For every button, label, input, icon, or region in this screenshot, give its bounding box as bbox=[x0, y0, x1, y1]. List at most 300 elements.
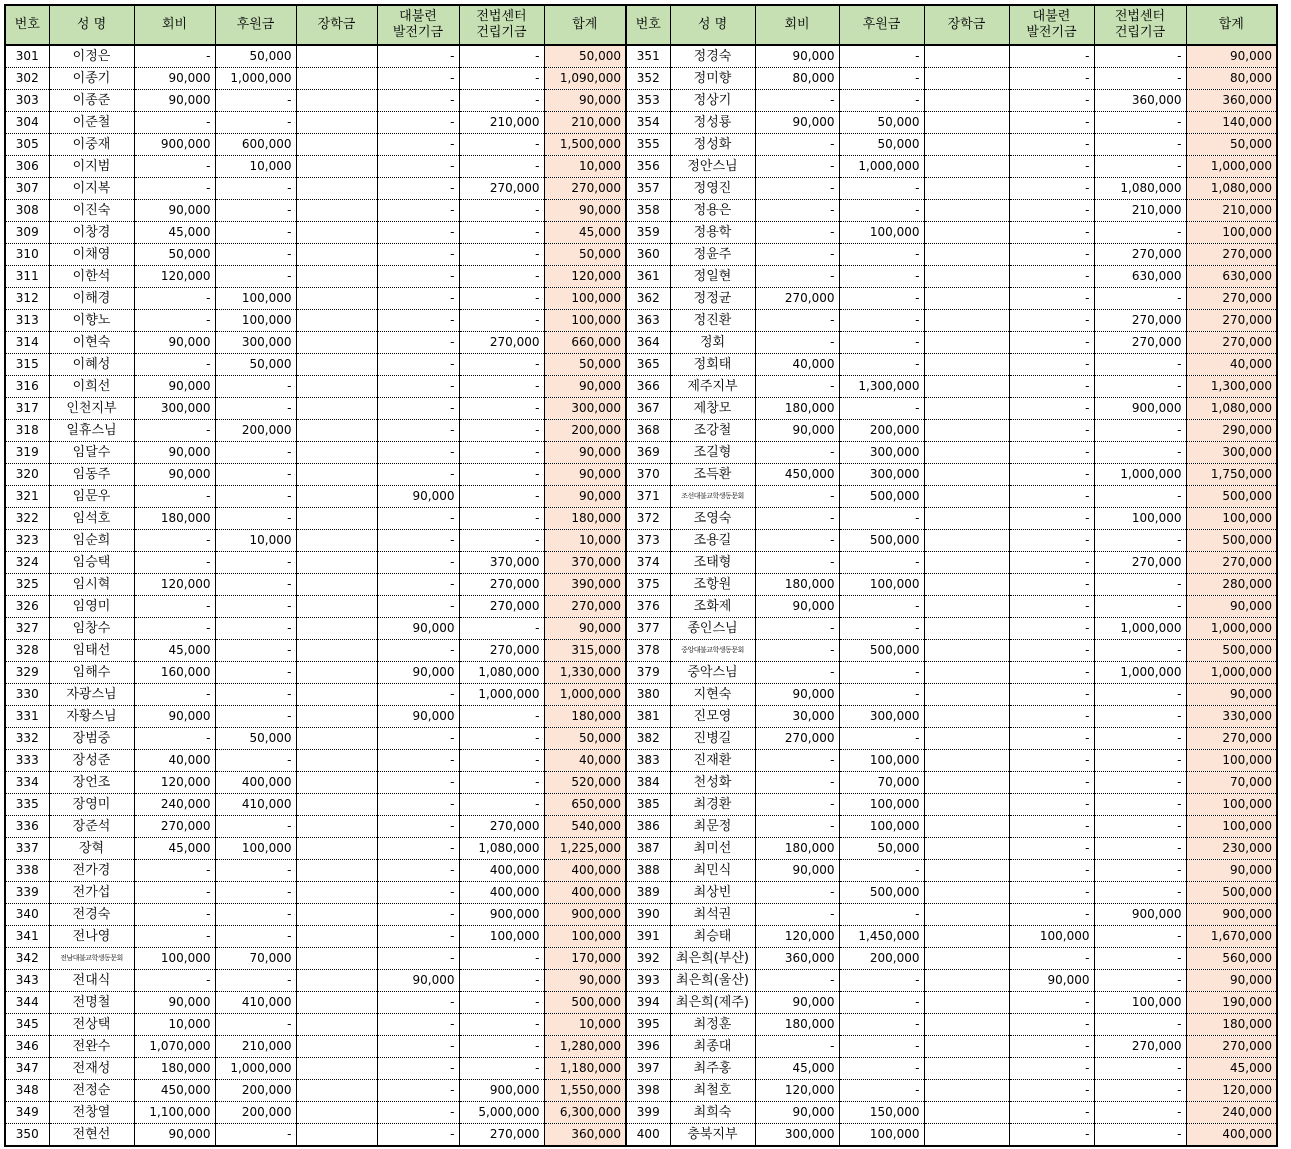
cell-development-fund-right[interactable]: - bbox=[1009, 486, 1094, 508]
cell-center-fund[interactable]: - bbox=[459, 376, 544, 398]
cell-development-fund[interactable]: - bbox=[377, 45, 459, 68]
cell-dues[interactable]: 300,000 bbox=[134, 398, 215, 420]
cell-scholarship-right[interactable] bbox=[924, 156, 1009, 178]
cell-name-right[interactable]: 정경숙 bbox=[670, 45, 755, 68]
cell-no-right[interactable]: 360 bbox=[626, 244, 670, 266]
cell-total[interactable]: 270,000 bbox=[544, 596, 626, 618]
cell-dues-right[interactable]: - bbox=[755, 618, 839, 640]
cell-center-fund-right[interactable]: - bbox=[1094, 640, 1186, 662]
cell-no-right[interactable]: 377 bbox=[626, 618, 670, 640]
cell-development-fund[interactable]: - bbox=[377, 90, 459, 112]
cell-sponsorship[interactable]: 50,000 bbox=[215, 728, 296, 750]
cell-name[interactable]: 임석호 bbox=[49, 508, 134, 530]
header-center-fund-right[interactable] bbox=[1094, 5, 1186, 45]
cell-total[interactable]: 1,090,000 bbox=[544, 68, 626, 90]
cell-name-right[interactable]: 조용길 bbox=[670, 530, 755, 552]
cell-scholarship-right[interactable] bbox=[924, 112, 1009, 134]
cell-development-fund-right[interactable]: - bbox=[1009, 1102, 1094, 1124]
cell-dues[interactable]: - bbox=[134, 354, 215, 376]
cell-name-right[interactable]: 조영숙 bbox=[670, 508, 755, 530]
cell-sponsorship[interactable]: - bbox=[215, 574, 296, 596]
cell-dues-right[interactable]: 40,000 bbox=[755, 354, 839, 376]
cell-sponsorship[interactable]: - bbox=[215, 750, 296, 772]
cell-total-right[interactable]: 270,000 bbox=[1186, 310, 1277, 332]
cell-dues[interactable]: 90,000 bbox=[134, 200, 215, 222]
cell-development-fund[interactable]: - bbox=[377, 750, 459, 772]
cell-development-fund[interactable]: - bbox=[377, 596, 459, 618]
cell-no[interactable]: 302 bbox=[5, 68, 49, 90]
cell-center-fund-right[interactable]: - bbox=[1094, 838, 1186, 860]
cell-no-right[interactable]: 367 bbox=[626, 398, 670, 420]
cell-development-fund[interactable]: - bbox=[377, 816, 459, 838]
cell-center-fund-right[interactable]: - bbox=[1094, 376, 1186, 398]
cell-scholarship-right[interactable] bbox=[924, 530, 1009, 552]
cell-no-right[interactable]: 385 bbox=[626, 794, 670, 816]
cell-total-right[interactable]: 140,000 bbox=[1186, 112, 1277, 134]
cell-no-right[interactable]: 375 bbox=[626, 574, 670, 596]
cell-development-fund[interactable]: - bbox=[377, 926, 459, 948]
cell-no-right[interactable]: 392 bbox=[626, 948, 670, 970]
cell-center-fund[interactable]: - bbox=[459, 530, 544, 552]
cell-sponsorship[interactable]: 100,000 bbox=[215, 310, 296, 332]
cell-dues[interactable]: - bbox=[134, 728, 215, 750]
cell-sponsorship[interactable]: 100,000 bbox=[215, 838, 296, 860]
cell-no-right[interactable]: 384 bbox=[626, 772, 670, 794]
cell-total[interactable]: 90,000 bbox=[544, 486, 626, 508]
cell-dues[interactable]: - bbox=[134, 112, 215, 134]
cell-dues-right[interactable]: - bbox=[755, 772, 839, 794]
cell-total-right[interactable]: 270,000 bbox=[1186, 332, 1277, 354]
cell-sponsorship[interactable]: 400,000 bbox=[215, 772, 296, 794]
cell-no[interactable]: 323 bbox=[5, 530, 49, 552]
cell-center-fund-right[interactable]: 1,000,000 bbox=[1094, 464, 1186, 486]
cell-name[interactable]: 임시혁 bbox=[49, 574, 134, 596]
cell-development-fund[interactable]: - bbox=[377, 530, 459, 552]
cell-sponsorship-right[interactable]: - bbox=[839, 354, 924, 376]
cell-no-right[interactable]: 368 bbox=[626, 420, 670, 442]
cell-scholarship[interactable] bbox=[296, 596, 377, 618]
cell-name[interactable]: 전창열 bbox=[49, 1102, 134, 1124]
cell-total-right[interactable]: 500,000 bbox=[1186, 530, 1277, 552]
cell-scholarship-right[interactable] bbox=[924, 486, 1009, 508]
cell-dues[interactable]: 240,000 bbox=[134, 794, 215, 816]
cell-scholarship[interactable] bbox=[296, 420, 377, 442]
cell-no[interactable]: 311 bbox=[5, 266, 49, 288]
cell-sponsorship[interactable]: - bbox=[215, 112, 296, 134]
cell-name[interactable]: 장혁 bbox=[49, 838, 134, 860]
cell-name[interactable]: 임영미 bbox=[49, 596, 134, 618]
cell-name[interactable]: 전남대불교학생동문회 bbox=[49, 948, 134, 970]
cell-total-right[interactable]: 230,000 bbox=[1186, 838, 1277, 860]
cell-scholarship-right[interactable] bbox=[924, 266, 1009, 288]
cell-total[interactable]: 210,000 bbox=[544, 112, 626, 134]
cell-dues-right[interactable]: 45,000 bbox=[755, 1058, 839, 1080]
cell-name-right[interactable]: 최석권 bbox=[670, 904, 755, 926]
cell-name-right[interactable]: 최주홍 bbox=[670, 1058, 755, 1080]
cell-total-right[interactable]: 45,000 bbox=[1186, 1058, 1277, 1080]
cell-total[interactable]: 120,000 bbox=[544, 266, 626, 288]
cell-name-right[interactable]: 충북지부 bbox=[670, 1124, 755, 1147]
cell-name-right[interactable]: 천성화 bbox=[670, 772, 755, 794]
cell-dues-right[interactable]: 180,000 bbox=[755, 398, 839, 420]
cell-dues[interactable]: 90,000 bbox=[134, 1124, 215, 1147]
cell-dues[interactable]: 90,000 bbox=[134, 464, 215, 486]
cell-no[interactable]: 306 bbox=[5, 156, 49, 178]
cell-sponsorship-right[interactable]: - bbox=[839, 332, 924, 354]
cell-name[interactable]: 이정은 bbox=[49, 45, 134, 68]
cell-dues-right[interactable]: 90,000 bbox=[755, 860, 839, 882]
cell-name[interactable]: 이지범 bbox=[49, 156, 134, 178]
cell-development-fund[interactable]: - bbox=[377, 508, 459, 530]
cell-sponsorship-right[interactable]: - bbox=[839, 992, 924, 1014]
cell-sponsorship-right[interactable]: 1,450,000 bbox=[839, 926, 924, 948]
header-sponsorship-right[interactable]: 후원금 bbox=[839, 5, 924, 45]
cell-scholarship[interactable] bbox=[296, 552, 377, 574]
cell-development-fund[interactable]: - bbox=[377, 332, 459, 354]
cell-center-fund-right[interactable]: - bbox=[1094, 530, 1186, 552]
cell-scholarship[interactable] bbox=[296, 992, 377, 1014]
cell-total[interactable]: 50,000 bbox=[544, 728, 626, 750]
cell-dues[interactable]: - bbox=[134, 486, 215, 508]
cell-total-right[interactable]: 100,000 bbox=[1186, 222, 1277, 244]
cell-total[interactable]: 90,000 bbox=[544, 970, 626, 992]
cell-name-right[interactable]: 진재환 bbox=[670, 750, 755, 772]
cell-sponsorship-right[interactable]: - bbox=[839, 1014, 924, 1036]
cell-name-right[interactable]: 정용은 bbox=[670, 200, 755, 222]
cell-name[interactable]: 이진숙 bbox=[49, 200, 134, 222]
cell-dues[interactable]: - bbox=[134, 420, 215, 442]
cell-name[interactable]: 자황스님 bbox=[49, 706, 134, 728]
cell-scholarship[interactable] bbox=[296, 640, 377, 662]
cell-name[interactable]: 이중재 bbox=[49, 134, 134, 156]
cell-center-fund[interactable]: - bbox=[459, 310, 544, 332]
cell-scholarship-right[interactable] bbox=[924, 134, 1009, 156]
cell-total-right[interactable]: 270,000 bbox=[1186, 1036, 1277, 1058]
cell-center-fund[interactable]: - bbox=[459, 266, 544, 288]
cell-dues[interactable]: 180,000 bbox=[134, 1058, 215, 1080]
cell-total[interactable]: 315,000 bbox=[544, 640, 626, 662]
cell-center-fund[interactable]: - bbox=[459, 728, 544, 750]
cell-no[interactable]: 331 bbox=[5, 706, 49, 728]
cell-sponsorship-right[interactable]: 300,000 bbox=[839, 706, 924, 728]
cell-development-fund[interactable]: - bbox=[377, 310, 459, 332]
cell-sponsorship[interactable]: - bbox=[215, 486, 296, 508]
cell-dues-right[interactable]: - bbox=[755, 442, 839, 464]
cell-development-fund-right[interactable]: - bbox=[1009, 45, 1094, 68]
cell-development-fund[interactable]: - bbox=[377, 904, 459, 926]
cell-development-fund[interactable]: - bbox=[377, 266, 459, 288]
cell-dues-right[interactable]: - bbox=[755, 486, 839, 508]
cell-development-fund[interactable]: - bbox=[377, 794, 459, 816]
cell-sponsorship-right[interactable]: 100,000 bbox=[839, 794, 924, 816]
cell-development-fund[interactable]: - bbox=[377, 1036, 459, 1058]
cell-dues[interactable]: - bbox=[134, 552, 215, 574]
cell-development-fund-right[interactable]: - bbox=[1009, 178, 1094, 200]
cell-development-fund-right[interactable]: - bbox=[1009, 90, 1094, 112]
cell-development-fund[interactable]: - bbox=[377, 1014, 459, 1036]
cell-no[interactable]: 340 bbox=[5, 904, 49, 926]
cell-development-fund-right[interactable]: - bbox=[1009, 464, 1094, 486]
cell-scholarship[interactable] bbox=[296, 68, 377, 90]
cell-scholarship-right[interactable] bbox=[924, 1102, 1009, 1124]
cell-name-right[interactable]: 최민식 bbox=[670, 860, 755, 882]
cell-sponsorship-right[interactable]: 300,000 bbox=[839, 442, 924, 464]
cell-no[interactable]: 307 bbox=[5, 178, 49, 200]
cell-sponsorship[interactable]: - bbox=[215, 662, 296, 684]
cell-no[interactable]: 321 bbox=[5, 486, 49, 508]
cell-center-fund[interactable]: - bbox=[459, 68, 544, 90]
cell-scholarship-right[interactable] bbox=[924, 816, 1009, 838]
cell-development-fund-right[interactable]: - bbox=[1009, 1014, 1094, 1036]
cell-name[interactable]: 장언조 bbox=[49, 772, 134, 794]
cell-name-right[interactable]: 정회태 bbox=[670, 354, 755, 376]
cell-development-fund-right[interactable]: - bbox=[1009, 728, 1094, 750]
cell-dues-right[interactable]: - bbox=[755, 244, 839, 266]
cell-no[interactable]: 308 bbox=[5, 200, 49, 222]
cell-development-fund-right[interactable]: - bbox=[1009, 772, 1094, 794]
cell-name[interactable]: 전경숙 bbox=[49, 904, 134, 926]
cell-no-right[interactable]: 364 bbox=[626, 332, 670, 354]
cell-no-right[interactable]: 383 bbox=[626, 750, 670, 772]
cell-name[interactable]: 자광스님 bbox=[49, 684, 134, 706]
header-total-right[interactable]: 합계 bbox=[1186, 5, 1277, 45]
cell-scholarship[interactable] bbox=[296, 486, 377, 508]
cell-no[interactable]: 309 bbox=[5, 222, 49, 244]
cell-total-right[interactable]: 90,000 bbox=[1186, 45, 1277, 68]
cell-development-fund-right[interactable]: - bbox=[1009, 684, 1094, 706]
cell-sponsorship[interactable]: 50,000 bbox=[215, 354, 296, 376]
cell-no[interactable]: 320 bbox=[5, 464, 49, 486]
cell-development-fund[interactable]: - bbox=[377, 156, 459, 178]
cell-scholarship[interactable] bbox=[296, 618, 377, 640]
cell-sponsorship[interactable]: 50,000 bbox=[215, 45, 296, 68]
cell-sponsorship-right[interactable]: - bbox=[839, 508, 924, 530]
header-scholarship-right[interactable]: 장학금 bbox=[924, 5, 1009, 45]
cell-sponsorship-right[interactable]: 200,000 bbox=[839, 948, 924, 970]
cell-dues-right[interactable]: - bbox=[755, 1036, 839, 1058]
cell-center-fund[interactable]: - bbox=[459, 1058, 544, 1080]
cell-development-fund-right[interactable]: - bbox=[1009, 530, 1094, 552]
cell-total[interactable]: 180,000 bbox=[544, 508, 626, 530]
cell-development-fund[interactable]: 90,000 bbox=[377, 486, 459, 508]
cell-no[interactable]: 303 bbox=[5, 90, 49, 112]
cell-development-fund-right[interactable]: - bbox=[1009, 508, 1094, 530]
cell-sponsorship-right[interactable]: - bbox=[839, 68, 924, 90]
cell-development-fund-right[interactable]: - bbox=[1009, 838, 1094, 860]
cell-no[interactable]: 342 bbox=[5, 948, 49, 970]
cell-center-fund-right[interactable]: - bbox=[1094, 596, 1186, 618]
cell-total-right[interactable]: 500,000 bbox=[1186, 486, 1277, 508]
cell-name[interactable]: 전현선 bbox=[49, 1124, 134, 1147]
cell-sponsorship[interactable]: - bbox=[215, 398, 296, 420]
cell-sponsorship-right[interactable]: 500,000 bbox=[839, 640, 924, 662]
cell-center-fund-right[interactable]: - bbox=[1094, 860, 1186, 882]
cell-development-fund-right[interactable]: - bbox=[1009, 948, 1094, 970]
cell-no[interactable]: 341 bbox=[5, 926, 49, 948]
cell-name-right[interactable]: 정안스님 bbox=[670, 156, 755, 178]
cell-development-fund[interactable]: - bbox=[377, 354, 459, 376]
cell-center-fund-right[interactable]: 900,000 bbox=[1094, 904, 1186, 926]
cell-total-right[interactable]: 630,000 bbox=[1186, 266, 1277, 288]
cell-sponsorship-right[interactable]: 200,000 bbox=[839, 420, 924, 442]
cell-dues-right[interactable]: - bbox=[755, 332, 839, 354]
cell-name[interactable]: 전완수 bbox=[49, 1036, 134, 1058]
cell-scholarship[interactable] bbox=[296, 1080, 377, 1102]
cell-total-right[interactable]: 330,000 bbox=[1186, 706, 1277, 728]
cell-development-fund-right[interactable]: - bbox=[1009, 1124, 1094, 1147]
cell-sponsorship[interactable]: 200,000 bbox=[215, 1080, 296, 1102]
cell-name[interactable]: 이준철 bbox=[49, 112, 134, 134]
cell-development-fund-right[interactable]: - bbox=[1009, 1058, 1094, 1080]
cell-development-fund-right[interactable]: - bbox=[1009, 640, 1094, 662]
cell-dues-right[interactable]: - bbox=[755, 376, 839, 398]
cell-development-fund-right[interactable]: - bbox=[1009, 816, 1094, 838]
cell-dues-right[interactable]: 270,000 bbox=[755, 728, 839, 750]
cell-no[interactable]: 347 bbox=[5, 1058, 49, 1080]
cell-center-fund[interactable]: 370,000 bbox=[459, 552, 544, 574]
cell-dues[interactable]: 1,070,000 bbox=[134, 1036, 215, 1058]
cell-development-fund-right[interactable]: - bbox=[1009, 332, 1094, 354]
cell-development-fund-right[interactable]: - bbox=[1009, 376, 1094, 398]
cell-sponsorship-right[interactable]: - bbox=[839, 1080, 924, 1102]
cell-no[interactable]: 345 bbox=[5, 1014, 49, 1036]
cell-development-fund[interactable]: - bbox=[377, 398, 459, 420]
cell-no-right[interactable]: 371 bbox=[626, 486, 670, 508]
cell-center-fund-right[interactable]: - bbox=[1094, 1102, 1186, 1124]
cell-total[interactable]: 50,000 bbox=[544, 354, 626, 376]
cell-name[interactable]: 장성준 bbox=[49, 750, 134, 772]
cell-name-right[interactable]: 최은희(제주) bbox=[670, 992, 755, 1014]
cell-center-fund-right[interactable]: - bbox=[1094, 354, 1186, 376]
cell-development-fund[interactable]: - bbox=[377, 684, 459, 706]
cell-no[interactable]: 319 bbox=[5, 442, 49, 464]
cell-scholarship-right[interactable] bbox=[924, 750, 1009, 772]
cell-scholarship-right[interactable] bbox=[924, 948, 1009, 970]
cell-total-right[interactable]: 70,000 bbox=[1186, 772, 1277, 794]
cell-no[interactable]: 349 bbox=[5, 1102, 49, 1124]
cell-dues-right[interactable]: - bbox=[755, 310, 839, 332]
cell-name[interactable]: 이혜성 bbox=[49, 354, 134, 376]
cell-total[interactable]: 400,000 bbox=[544, 882, 626, 904]
cell-total-right[interactable]: 1,000,000 bbox=[1186, 662, 1277, 684]
cell-scholarship-right[interactable] bbox=[924, 970, 1009, 992]
cell-no-right[interactable]: 358 bbox=[626, 200, 670, 222]
cell-name-right[interactable]: 중악스님 bbox=[670, 662, 755, 684]
cell-name[interactable]: 이지복 bbox=[49, 178, 134, 200]
cell-scholarship[interactable] bbox=[296, 156, 377, 178]
cell-development-fund-right[interactable]: - bbox=[1009, 398, 1094, 420]
cell-center-fund-right[interactable]: - bbox=[1094, 926, 1186, 948]
cell-center-fund-right[interactable]: - bbox=[1094, 772, 1186, 794]
cell-sponsorship[interactable]: - bbox=[215, 222, 296, 244]
header-no[interactable]: 번호 bbox=[5, 5, 49, 45]
cell-dues[interactable]: 180,000 bbox=[134, 508, 215, 530]
cell-total-right[interactable]: 1,000,000 bbox=[1186, 156, 1277, 178]
cell-total-right[interactable]: 80,000 bbox=[1186, 68, 1277, 90]
cell-center-fund[interactable]: - bbox=[459, 970, 544, 992]
cell-development-fund-right[interactable]: - bbox=[1009, 68, 1094, 90]
cell-no-right[interactable]: 397 bbox=[626, 1058, 670, 1080]
cell-scholarship[interactable] bbox=[296, 288, 377, 310]
cell-name[interactable]: 인천지부 bbox=[49, 398, 134, 420]
cell-center-fund-right[interactable]: 360,000 bbox=[1094, 90, 1186, 112]
cell-no[interactable]: 318 bbox=[5, 420, 49, 442]
cell-sponsorship-right[interactable]: 500,000 bbox=[839, 486, 924, 508]
cell-total-right[interactable]: 300,000 bbox=[1186, 442, 1277, 464]
cell-no-right[interactable]: 355 bbox=[626, 134, 670, 156]
cell-scholarship-right[interactable] bbox=[924, 662, 1009, 684]
cell-dues[interactable]: 50,000 bbox=[134, 244, 215, 266]
cell-development-fund[interactable]: - bbox=[377, 1080, 459, 1102]
cell-sponsorship-right[interactable]: - bbox=[839, 728, 924, 750]
cell-center-fund[interactable]: - bbox=[459, 486, 544, 508]
cell-scholarship-right[interactable] bbox=[924, 1058, 1009, 1080]
cell-sponsorship-right[interactable]: - bbox=[839, 904, 924, 926]
cell-sponsorship[interactable]: - bbox=[215, 596, 296, 618]
cell-scholarship-right[interactable] bbox=[924, 640, 1009, 662]
cell-total[interactable]: 200,000 bbox=[544, 420, 626, 442]
cell-sponsorship-right[interactable]: 100,000 bbox=[839, 750, 924, 772]
cell-center-fund-right[interactable]: - bbox=[1094, 970, 1186, 992]
cell-no-right[interactable]: 361 bbox=[626, 266, 670, 288]
cell-dues-right[interactable]: - bbox=[755, 156, 839, 178]
cell-development-fund[interactable]: - bbox=[377, 112, 459, 134]
cell-dues-right[interactable]: 120,000 bbox=[755, 926, 839, 948]
cell-total-right[interactable]: 90,000 bbox=[1186, 860, 1277, 882]
cell-name-right[interactable]: 조득환 bbox=[670, 464, 755, 486]
cell-center-fund-right[interactable]: - bbox=[1094, 1058, 1186, 1080]
cell-name[interactable]: 이희선 bbox=[49, 376, 134, 398]
cell-sponsorship[interactable]: - bbox=[215, 244, 296, 266]
cell-name[interactable]: 이종준 bbox=[49, 90, 134, 112]
cell-scholarship-right[interactable] bbox=[924, 552, 1009, 574]
cell-total[interactable]: 1,180,000 bbox=[544, 1058, 626, 1080]
cell-center-fund[interactable]: - bbox=[459, 706, 544, 728]
cell-dues-right[interactable]: 80,000 bbox=[755, 68, 839, 90]
cell-scholarship-right[interactable] bbox=[924, 332, 1009, 354]
cell-dues[interactable]: 120,000 bbox=[134, 772, 215, 794]
cell-scholarship-right[interactable] bbox=[924, 376, 1009, 398]
cell-sponsorship[interactable]: 10,000 bbox=[215, 530, 296, 552]
cell-sponsorship[interactable]: 1,000,000 bbox=[215, 1058, 296, 1080]
cell-scholarship-right[interactable] bbox=[924, 354, 1009, 376]
cell-center-fund-right[interactable]: 100,000 bbox=[1094, 508, 1186, 530]
cell-total-right[interactable]: 360,000 bbox=[1186, 90, 1277, 112]
cell-name[interactable]: 장영미 bbox=[49, 794, 134, 816]
cell-sponsorship[interactable]: 10,000 bbox=[215, 156, 296, 178]
cell-no-right[interactable]: 353 bbox=[626, 90, 670, 112]
cell-scholarship-right[interactable] bbox=[924, 1014, 1009, 1036]
cell-center-fund-right[interactable]: - bbox=[1094, 574, 1186, 596]
cell-development-fund-right[interactable]: - bbox=[1009, 288, 1094, 310]
cell-name[interactable]: 이한석 bbox=[49, 266, 134, 288]
cell-scholarship[interactable] bbox=[296, 948, 377, 970]
cell-no-right[interactable]: 380 bbox=[626, 684, 670, 706]
cell-no[interactable]: 332 bbox=[5, 728, 49, 750]
cell-sponsorship-right[interactable]: - bbox=[839, 662, 924, 684]
cell-dues-right[interactable]: - bbox=[755, 794, 839, 816]
cell-dues-right[interactable]: - bbox=[755, 750, 839, 772]
cell-no-right[interactable]: 388 bbox=[626, 860, 670, 882]
cell-name-right[interactable]: 최문정 bbox=[670, 816, 755, 838]
cell-dues-right[interactable]: - bbox=[755, 200, 839, 222]
cell-center-fund[interactable]: - bbox=[459, 90, 544, 112]
cell-name-right[interactable]: 제창모 bbox=[670, 398, 755, 420]
cell-total[interactable]: 500,000 bbox=[544, 992, 626, 1014]
cell-dues-right[interactable]: - bbox=[755, 662, 839, 684]
cell-total[interactable]: 90,000 bbox=[544, 464, 626, 486]
cell-dues[interactable]: - bbox=[134, 530, 215, 552]
